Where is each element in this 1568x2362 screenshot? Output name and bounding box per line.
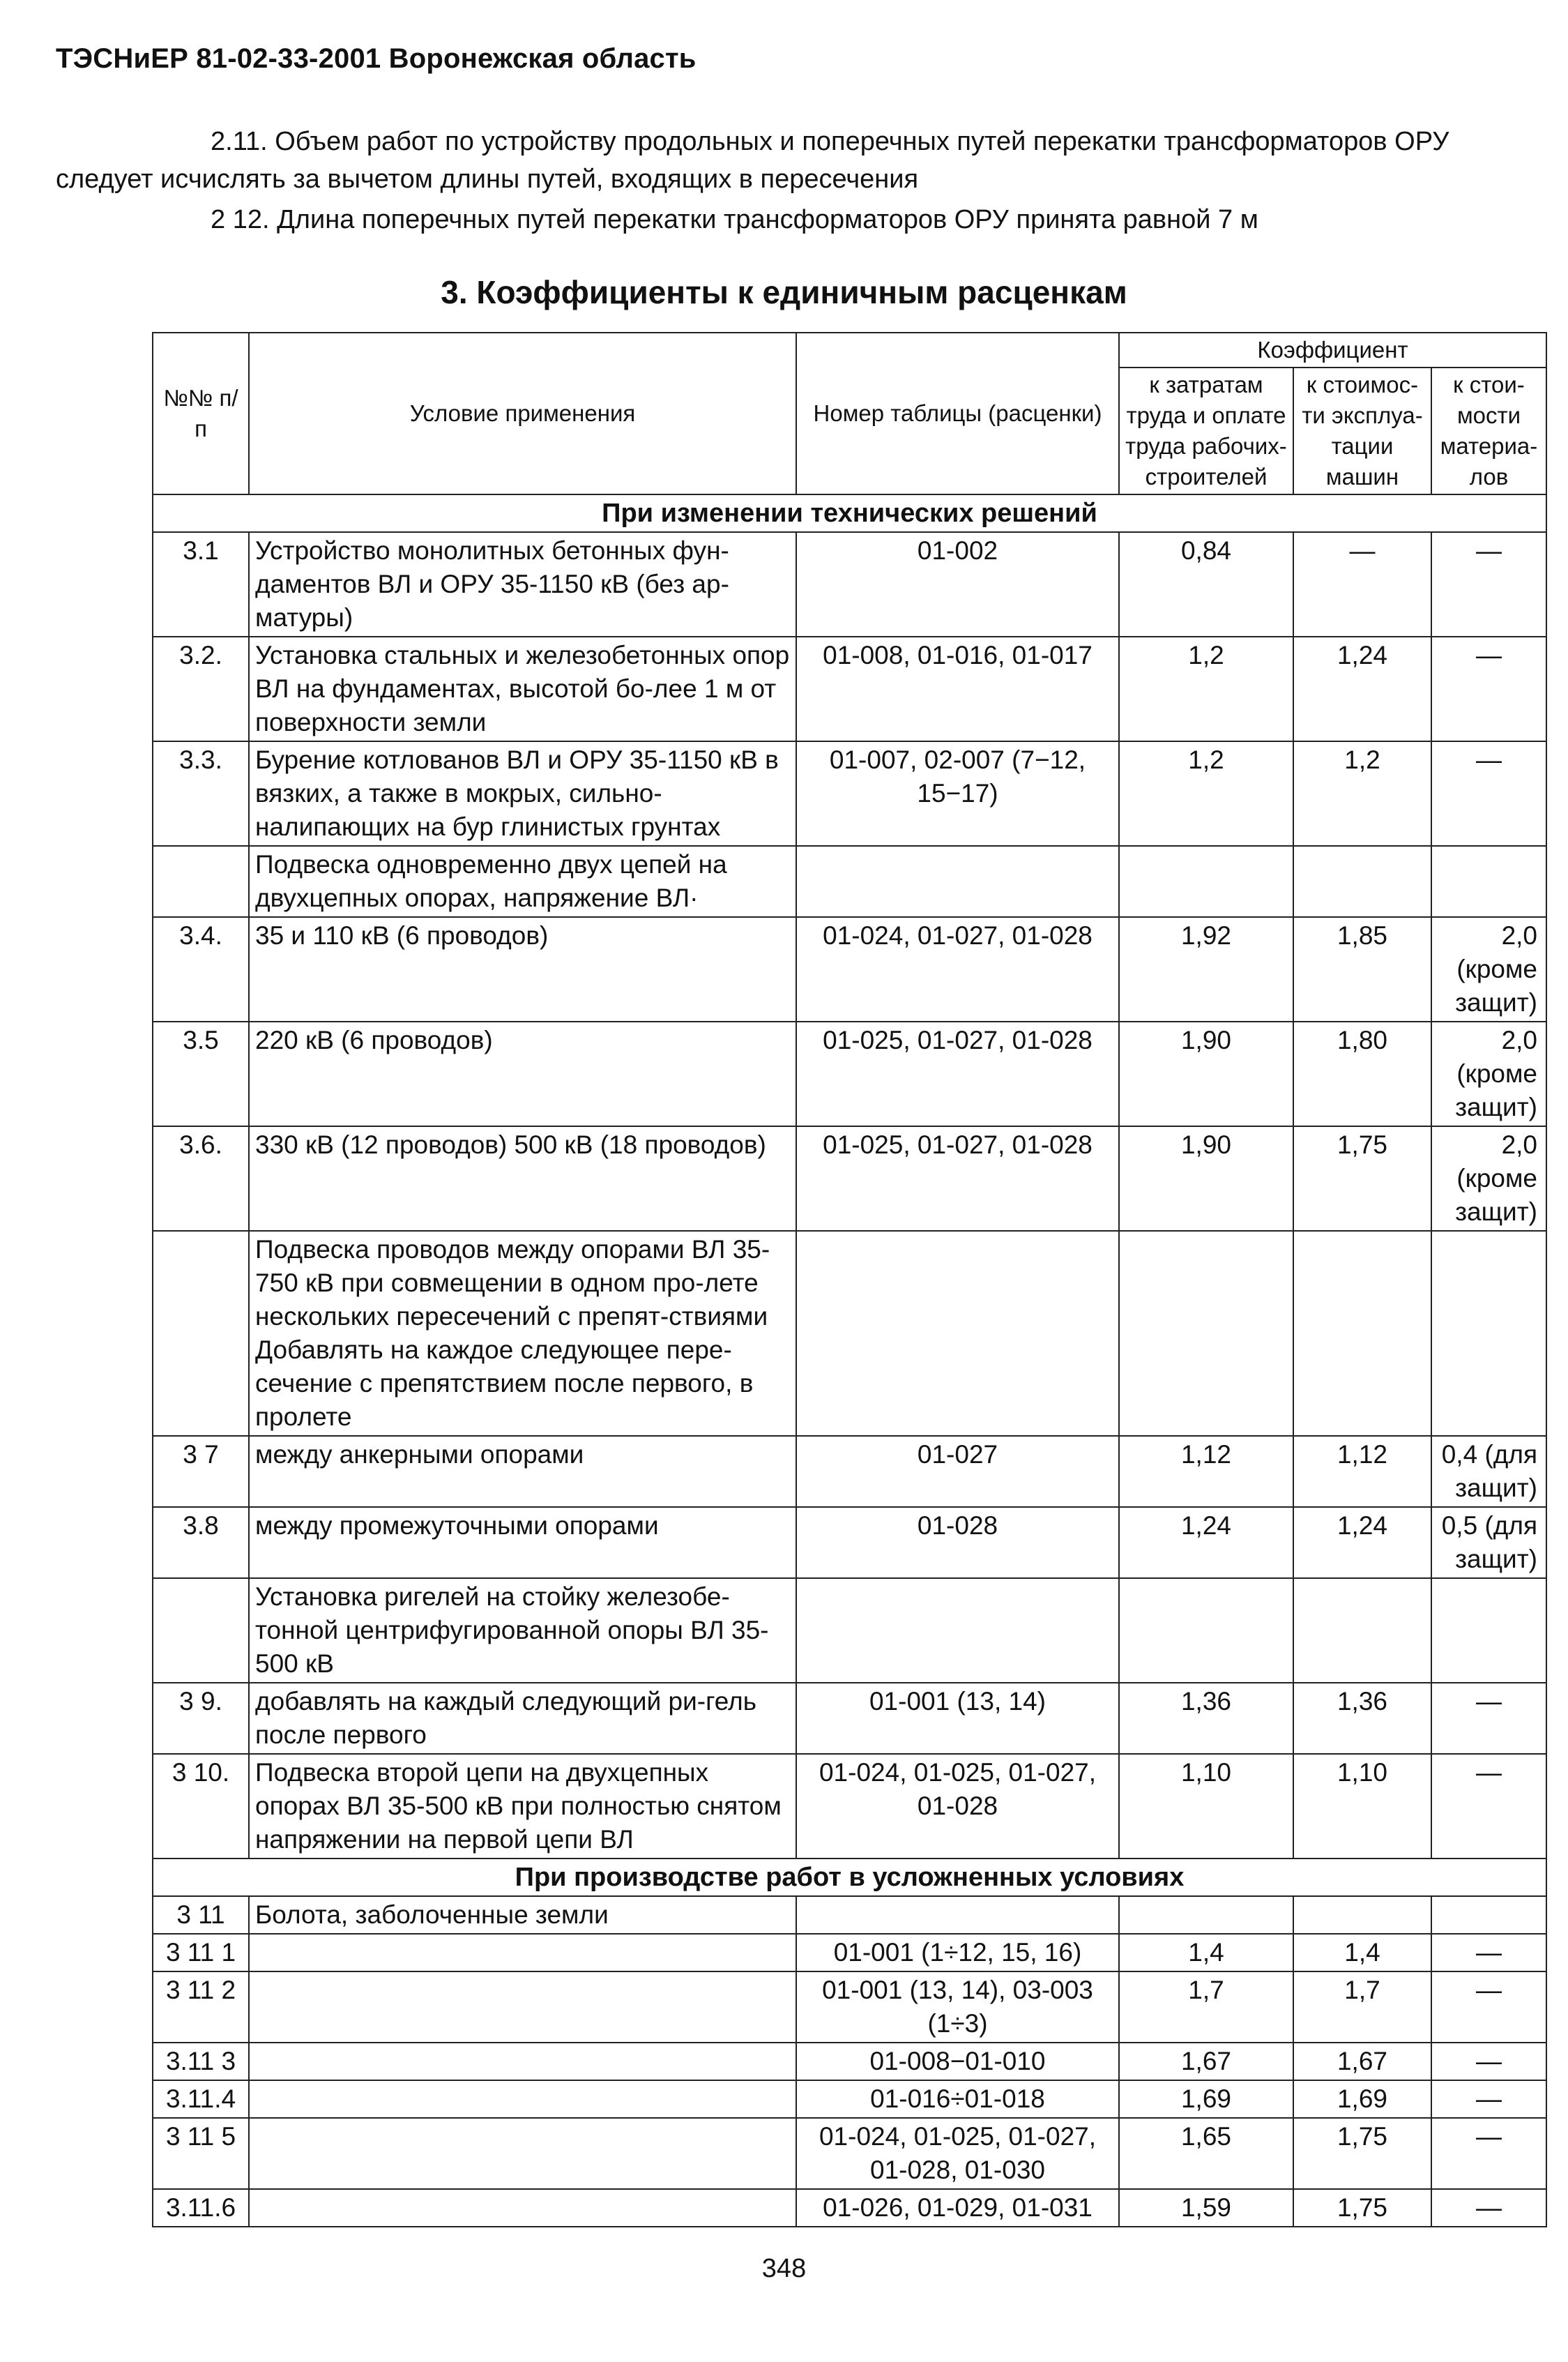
row-number-cell (153, 1231, 249, 1436)
row-condition-cell: Устройство монолитных бетонных фун-даментов ВЛ и ОРУ 35-1150 кВ (без ар-матуры) (249, 532, 796, 637)
row-number-cell: 3 11 (153, 1896, 249, 1934)
row-labor-coef-cell: 1,2 (1119, 637, 1293, 741)
table-row (153, 1934, 1546, 1971)
col-condition-header: Условие применения (249, 333, 796, 494)
row-labor-coef-cell: 1,92 (1119, 917, 1293, 1022)
table-row (153, 1578, 1546, 1683)
row-number-cell: 3 11 2 (153, 1971, 249, 2043)
row-materials-coef-cell (1431, 1231, 1546, 1436)
row-labor-coef-cell: 1,10 (1119, 1754, 1293, 1858)
col-machines-header: к стоимос-ти эксплуа-тации машин (1293, 368, 1431, 494)
table-row (153, 2043, 1546, 2080)
row-condition-cell: Установка стальных и железобетонных опор ВЛ на фундаментах, высотой бо-лее 1 м от поверхности земли (249, 637, 796, 741)
row-labor-coef-cell: 1,4 (1119, 1934, 1293, 1971)
row-condition-cell: 220 кВ (6 проводов) (249, 1022, 796, 1126)
row-number-cell: 3.11.6 (153, 2189, 249, 2227)
row-labor-coef-cell: 1,24 (1119, 1507, 1293, 1578)
table-row (153, 1126, 1546, 1231)
row-materials-coef-cell: — (1431, 1971, 1546, 2043)
table-body-technical (153, 494, 1546, 1858)
table-row (153, 637, 1546, 741)
row-machines-coef-cell: 1,24 (1293, 1507, 1431, 1578)
row-labor-coef-cell (1119, 846, 1293, 917)
row-number-cell (153, 1578, 249, 1683)
row-machines-coef-cell (1293, 1896, 1431, 1934)
row-materials-coef-cell: — (1431, 2080, 1546, 2118)
row-materials-coef-cell (1431, 846, 1546, 917)
paragraph-2-12: 2 12. Длина поперечных путей перекатки трансформаторов ОРУ принята равной 7 м (211, 205, 1258, 234)
row-number-cell: 3 11 5 (153, 2118, 249, 2189)
table-row (153, 1022, 1546, 1126)
row-machines-coef-cell: 1,75 (1293, 1126, 1431, 1231)
row-materials-coef-cell: — (1431, 1754, 1546, 1858)
row-table-number-cell: 01-024, 01-025, 01-027, 01-028, 01-030 (796, 2118, 1119, 2189)
row-condition-cell (249, 2189, 796, 2227)
table-row (153, 532, 1546, 637)
table-row (153, 1231, 1546, 1436)
row-labor-coef-cell: 1,69 (1119, 2080, 1293, 2118)
row-machines-coef-cell: 1,10 (1293, 1754, 1431, 1858)
table-row (153, 2080, 1546, 2118)
row-materials-coef-cell: 2,0 (кроме защит) (1431, 1126, 1546, 1231)
row-number-cell: 3 11 1 (153, 1934, 249, 1971)
row-condition-cell (249, 2080, 796, 2118)
row-number-cell: 3.2. (153, 637, 249, 741)
row-materials-coef-cell: 2,0 (кроме защит) (1431, 917, 1546, 1022)
group-header-complicated: При производстве работ в усложненных условиях (153, 1858, 1546, 1896)
row-labor-coef-cell: 1,7 (1119, 1971, 1293, 2043)
row-materials-coef-cell (1431, 1896, 1546, 1934)
row-machines-coef-cell: — (1293, 532, 1431, 637)
row-machines-coef-cell: 1,4 (1293, 1934, 1431, 1971)
row-machines-coef-cell: 1,75 (1293, 2189, 1431, 2227)
row-table-number-cell: 01-028 (796, 1507, 1119, 1578)
row-number-cell: 3.11 3 (153, 2043, 249, 2080)
row-labor-coef-cell: 1,90 (1119, 1022, 1293, 1126)
row-table-number-cell (796, 846, 1119, 917)
row-table-number-cell: 01-016÷01-018 (796, 2080, 1119, 2118)
row-machines-coef-cell: 1,75 (1293, 2118, 1431, 2189)
table-row (153, 846, 1546, 917)
table-row (153, 917, 1546, 1022)
row-materials-coef-cell: 0,4 (для защит) (1431, 1436, 1546, 1507)
row-table-number-cell: 01-007, 02-007 (7−12, 15−17) (796, 741, 1119, 846)
row-number-cell: 3.6. (153, 1126, 249, 1231)
col-materials-header: к стои-мости материа-лов (1431, 368, 1546, 494)
row-number-cell: 3.1 (153, 532, 249, 637)
row-materials-coef-cell: — (1431, 1934, 1546, 1971)
row-condition-cell: Подвеска проводов между опорами ВЛ 35-750 кВ при совмещении в одном про-лете нескольких пересечений с препят-ствиями Добавлять на каждое следующее пере-сечение с препятствием после первого, в пролете (249, 1231, 796, 1436)
row-materials-coef-cell: — (1431, 2118, 1546, 2189)
row-condition-cell: Бурение котлованов ВЛ и ОРУ 35-1150 кВ в вязких, а также в мокрых, сильно-налипающих на бур глинистых грунтах (249, 741, 796, 846)
table-row (153, 1754, 1546, 1858)
row-condition-cell (249, 2118, 796, 2189)
table-body-complicated (153, 1858, 1546, 2227)
row-table-number-cell (796, 1578, 1119, 1683)
row-machines-coef-cell: 1,2 (1293, 741, 1431, 846)
table-row (153, 1436, 1546, 1507)
row-condition-cell (249, 1971, 796, 2043)
row-table-number-cell: 01-001 (1÷12, 15, 16) (796, 1934, 1119, 1971)
row-table-number-cell: 01-001 (13, 14) (796, 1683, 1119, 1754)
row-labor-coef-cell: 1,67 (1119, 2043, 1293, 2080)
row-condition-cell (249, 2043, 796, 2080)
row-labor-coef-cell (1119, 1896, 1293, 1934)
group-header-technical: При изменении технических решений (153, 494, 1546, 532)
coefficients-table (152, 332, 1547, 2227)
row-materials-coef-cell: 2,0 (кроме защит) (1431, 1022, 1546, 1126)
row-machines-coef-cell (1293, 846, 1431, 917)
row-condition-cell: Подвеска одновременно двух цепей на двухцепных опорах, напряжение ВЛ· (249, 846, 796, 917)
table-row (153, 1507, 1546, 1578)
row-materials-coef-cell: — (1431, 532, 1546, 637)
row-table-number-cell: 01-025, 01-027, 01-028 (796, 1022, 1119, 1126)
table-row (153, 2189, 1546, 2227)
page-number: 348 (761, 2254, 807, 2283)
row-condition-cell: 330 кВ (12 проводов) 500 кВ (18 проводов) (249, 1126, 796, 1231)
row-condition-cell (249, 1934, 796, 1971)
row-labor-coef-cell: 1,90 (1119, 1126, 1293, 1231)
paragraph-2-11: 2.11. Объем работ по устройству продольных и поперечных путей перекатки трансформаторов ОРУ следует исчислять за вычетом длины путей, входящих в пересечения (56, 127, 1449, 194)
row-number-cell (153, 846, 249, 917)
col-coefficient-header: Коэффициент (1119, 333, 1546, 368)
row-condition-cell: Установка ригелей на стойку железобе-тонной центрифугированной опоры ВЛ 35-500 кВ (249, 1578, 796, 1683)
row-machines-coef-cell: 1,67 (1293, 2043, 1431, 2080)
row-condition-cell: Подвеска второй цепи на двухцепных опорах ВЛ 35-500 кВ при полностью снятом напряжении на первой цепи ВЛ (249, 1754, 796, 1858)
col-table-header: Номер таблицы (расценки) (796, 333, 1119, 494)
row-number-cell: 3.4. (153, 917, 249, 1022)
row-materials-coef-cell: — (1431, 741, 1546, 846)
row-labor-coef-cell: 0,84 (1119, 532, 1293, 637)
row-machines-coef-cell: 1,85 (1293, 917, 1431, 1022)
row-table-number-cell: 01-027 (796, 1436, 1119, 1507)
row-labor-coef-cell: 1,65 (1119, 2118, 1293, 2189)
row-materials-coef-cell (1431, 1578, 1546, 1683)
row-machines-coef-cell: 1,69 (1293, 2080, 1431, 2118)
table-row (153, 1683, 1546, 1754)
row-table-number-cell: 01-026, 01-029, 01-031 (796, 2189, 1119, 2227)
row-table-number-cell: 01-025, 01-027, 01-028 (796, 1126, 1119, 1231)
table-row (153, 1971, 1546, 2043)
document-header: ТЭСНиЕР 81-02-33-2001 Воронежская область (56, 43, 697, 74)
col-num-header: №№ п/п (153, 333, 249, 494)
row-machines-coef-cell: 1,24 (1293, 637, 1431, 741)
row-materials-coef-cell: — (1431, 2189, 1546, 2227)
row-labor-coef-cell: 1,12 (1119, 1436, 1293, 1507)
row-number-cell: 3.3. (153, 741, 249, 846)
row-labor-coef-cell: 1,59 (1119, 2189, 1293, 2227)
row-number-cell: 3 10. (153, 1754, 249, 1858)
row-materials-coef-cell: — (1431, 2043, 1546, 2080)
row-condition-cell: 35 и 110 кВ (6 проводов) (249, 917, 796, 1022)
table-header (153, 333, 1546, 494)
row-table-number-cell: 01-008, 01-016, 01-017 (796, 637, 1119, 741)
row-machines-coef-cell (1293, 1231, 1431, 1436)
row-condition-cell: добавлять на каждый следующий ри-гель после первого (249, 1683, 796, 1754)
row-labor-coef-cell: 1,2 (1119, 741, 1293, 846)
row-table-number-cell: 01-002 (796, 532, 1119, 637)
row-number-cell: 3.5 (153, 1022, 249, 1126)
row-condition-cell: между анкерными опорами (249, 1436, 796, 1507)
row-machines-coef-cell: 1,12 (1293, 1436, 1431, 1507)
row-table-number-cell: 01-008−01-010 (796, 2043, 1119, 2080)
row-table-number-cell (796, 1896, 1119, 1934)
row-table-number-cell: 01-001 (13, 14), 03-003 (1÷3) (796, 1971, 1119, 2043)
row-number-cell: 3.8 (153, 1507, 249, 1578)
table-row (153, 741, 1546, 846)
row-condition-cell: между промежуточными опорами (249, 1507, 796, 1578)
row-materials-coef-cell: — (1431, 637, 1546, 741)
row-machines-coef-cell: 1,80 (1293, 1022, 1431, 1126)
section-title: 3. Коэффициенты к единичным расценкам (441, 274, 1127, 310)
row-labor-coef-cell: 1,36 (1119, 1683, 1293, 1754)
row-number-cell: 3 7 (153, 1436, 249, 1507)
row-table-number-cell: 01-024, 01-025, 01-027, 01-028 (796, 1754, 1119, 1858)
row-machines-coef-cell: 1,7 (1293, 1971, 1431, 2043)
row-labor-coef-cell (1119, 1231, 1293, 1436)
row-table-number-cell: 01-024, 01-027, 01-028 (796, 917, 1119, 1022)
row-labor-coef-cell (1119, 1578, 1293, 1683)
row-number-cell: 3.11.4 (153, 2080, 249, 2118)
row-materials-coef-cell: — (1431, 1683, 1546, 1754)
row-machines-coef-cell (1293, 1578, 1431, 1683)
col-labor-header: к затратам труда и оплате труда рабочих-строителей (1119, 368, 1293, 494)
row-machines-coef-cell: 1,36 (1293, 1683, 1431, 1754)
row-table-number-cell (796, 1231, 1119, 1436)
row-number-cell: 3 9. (153, 1683, 249, 1754)
table-row (153, 2118, 1546, 2189)
table-row (153, 1896, 1546, 1934)
row-condition-cell: Болота, заболоченные земли (249, 1896, 796, 1934)
row-materials-coef-cell: 0,5 (для защит) (1431, 1507, 1546, 1578)
